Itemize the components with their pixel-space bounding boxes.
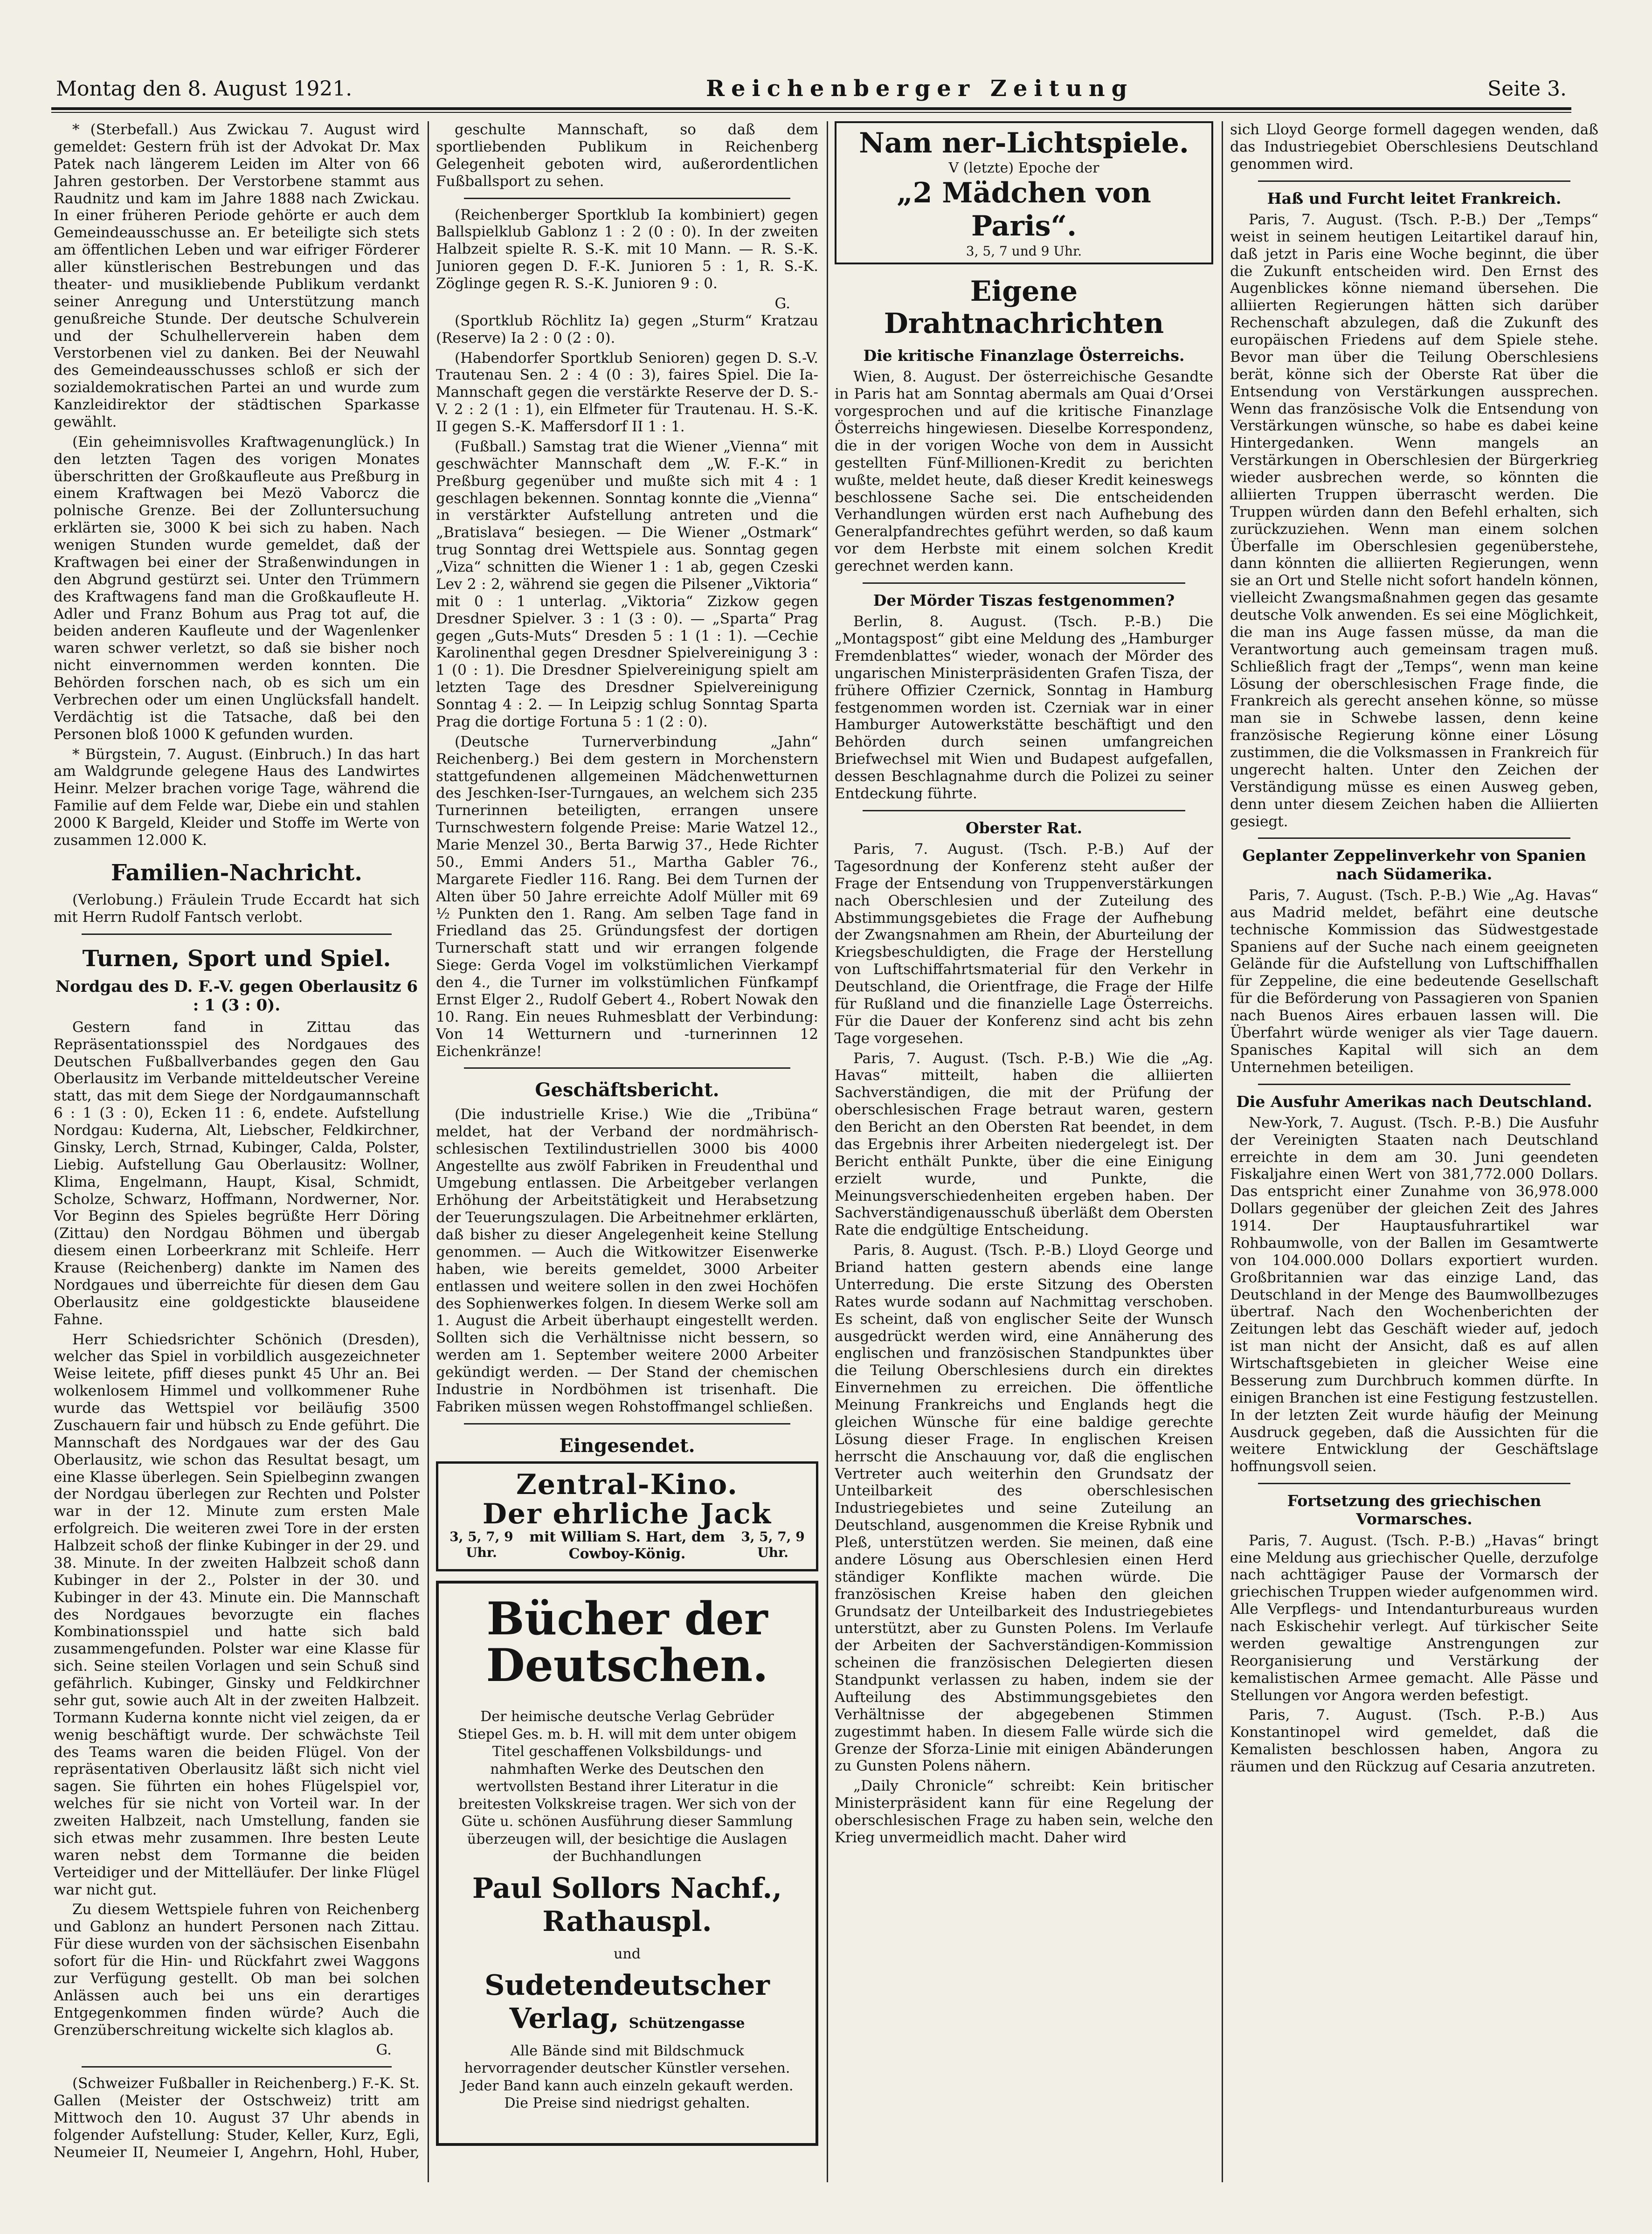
section-heading-sport: Turnen, Sport und Spiel. [82,945,391,972]
column-3 [835,121,1213,2178]
sport-roechlitz: (Sportklub Röchlitz Ia) gegen „Sturm“ Kratzau (Reserve) Ia 2 : 0 (2 : 0). [436,312,818,346]
ad-lichtspiele-times: 3, 5, 7 und 9 Uhr. [966,243,1082,259]
heading-tisza: Der Mörder Tiszas festgenommen? [873,591,1175,609]
section-heading-submitted: Eingesendet. [559,1434,695,1457]
separator [82,934,392,935]
ad-film-subtitle: mit William S. Hart, dem Cowboy-König. [529,1529,725,1562]
issue-date: Montag den 8. August 1921. [56,76,353,101]
news-daily-chronicle: „Daily Chronicle“ schreibt: Kein britischer Ministerpräsident kann für eine Regelung der oberschlesischen Frage zu haben sein, welche den Krieg unvermeidlich macht. Daher wird [835,1778,1213,1846]
ad-and: und [614,1945,641,1962]
ad-cinema-name: Zentral-Kino. [516,1468,738,1501]
separator [863,810,1185,811]
masthead [56,70,1567,107]
news-greek-advance-1: Paris, 7. August. (Tsch. P.-B.) „Havas“ bringt eine Meldung aus griechischer Quelle, derzufolge nach achttägiger Pause der Vormarsch der griechischen Truppen wieder aufgenommen wird. Alle Verpflegs- und Intendanturbureaus wurden nach Eskischehir verlegt. Auf türkischer Seite werden gewaltige Anstrengungen zur Reorganisierung und Verstärkung der kemalistischen Armee gemacht. Alle Pässe und Stellungen vor Angora werden befestigt. [1230,1532,1598,1704]
ad-zentral-kino [436,1461,818,1571]
column-4 [1230,121,1598,2178]
ad-showtimes-right: 3, 5, 7, 9 Uhr. [741,1529,805,1560]
spacer [456,1689,799,1708]
separator [1258,1483,1570,1484]
sport-report-2: Herr Schiedsrichter Schönich (Dresden), welcher das Spiel in vorbildlich ausgezeichneter Weise leitete, pfiff dieses punkt 45 Uhr an. Bei wolkenlosem Himmel und vollkommener Ruhe wurde das Wettspiel vor beiläufig 3500 Zuschauern fair und hübsch zu Ende geführt. Die Mannschaft des Nordgaues war der des Gau Oberlausitz, wie schon das Resultat besagt, um eine Klasse überlegen. Sein Spielbeginn zwangen der Nordgau überlegen zur Rechten und Polster war in der 12. Minute zum ersten Male erfolgreich. Die weiteren zwei Tore in der ersten Halbzeit schoß der flinke Kubinger in der 29. und 38. Minute. In der zweiten Halbzeit schoß dann Kubinger in der 2., Polster in der 30. und Kubinger in der 43. Minute ein. Die Mannschaft des Nordgaues bevorzugte ein flaches Kombinationsspiel und hatte sich bald zusammengefunden. Polster war eine Klasse für sich. Seine steilen Vorlagen und sein Schuß sind gefährlich. Kubinger, Ginsky und Feldkirchner sehr gut, sowie auch Alt in der zweiten Halbzeit. Tormann Kuderna konnte nicht viel zeigen, da er wenig beschäftigt wurde. Der schwächste Teil des Teams waren die beiden Flügel. Von der repräsentativen Oberlausitz läßt sich nicht viel sagen. Sie führten ein hohes Flügelspiel vor, welches für sie nicht von Vorteil war. In der zweiten Halbzeit, nach Umstellung, fanden sie sich etwas mehr zusammen. Ihre besten Leute waren nebst dem Tormanne die beiden Verteidiger und der Mittelläufer. Der linke Flügel war nicht gut. [54,1331,420,1898]
news-oberster-rat-2: Paris, 7. August. (Tsch. P.-B.) Wie die „Ag. Havas“ mitteilt, haben die alliierten Sachverständigen, die mit der Prüfung der oberschlesischen Frage betraut waren, gestern den Bericht an den Obersten Rat beendet, in dem das Ergebnis ihrer Arbeiten niedergelegt ist. Der Bericht enthält Punkte, über die eine Einigung erzielt wurde, und Punkte, die Meinungsverschiedenheiten ergeben haben. Der Sachverständigenausschuß überläßt dem Obersten Rate die endgültige Entscheidung. [835,1050,1213,1239]
news-export-america: New-York, 7. August. (Tsch. P.-B.) Die Ausfuhr der Vereinigten Staaten nach Deutschland erreichte in dem am 30. Juni geendeten Fiskaljahre einen Wert von 381,772.000 Dollars. Das entspricht einer Zunahme von 36,978.000 Dollars gegenüber der gleichen Zeit des Jahres 1914. Der Hauptausfuhrartikel war Rohbaumwolle, von der Ballen im Gesamtwerte von 104.000.000 Dollars exportiert wurden. Großbritannien war das einzige Land, das Deutschland in der Menge des Baumwollbezuges übertraf. Nach den Wochenberichten der Zeitungen lebt das Geschäft wieder auf, jedoch ist man nicht der Ansicht, daß es auf allen Wirtschaftsgebieten in gleicher Weise eine Besserung zum Durchbruch kommen dürfte. In einigen Branchen ist eine Festigung festzustellen. In der letzten Zeit wurde häufig der Meinung Ausdruck gegeben, daß die Aussichten für die weitere Entwicklung der Geschäftslage hoffnungsvoll seien. [1230,1114,1598,1475]
ad-lichtspiele-film: „2 Mädchen von Paris“. [897,177,1151,243]
signature: G. [376,2041,392,2059]
sport-report-1: Gestern fand in Zittau das Repräsentationsspiel des Nordgaues des Deutschen Fußballverbandes gegen den Gau Oberlausitz im Verbande mitteldeutscher Vereine statt, das mit dem Siege der Nordgaumannschaft 6 : 1 (3 : 0), Ecken 11 : 6, endete. Aufstellung Nordgau: Kuderna, Alt, Liebscher, Feldkirchner, Ginsky, Lerch, Strnad, Kubinger, Calda, Polster, Liebig. Aufstellung Gau Oberlausitz: Wollner, Klima, Engelmann, Haupt, Kisal, Schmidt, Scholze, Schwarz, Hoffmann, Nordwerner, Nor. Vor Beginn des Spieles begrüßte Herr Döring (Zittau) den Nordgau Böhmen und übergab diesem einen Lorbeerkranz mit Schleife. Herr Krause (Reichenberg) dankte im Namen des Nordgaues und überreichte für diesen dem Gau Oberlausitz eine goldgestickte blauseidene Fahne. [54,1018,420,1328]
spacer [456,2112,799,2131]
news-oberster-rat-1: Paris, 7. August. (Tsch. P.-B.) Auf der Tagesordnung der Konferenz steht außer der Frage der Entsendung von Truppenverstärkungen nach Oberschlesien und der Zuteilung des Abstimmungsgebietes die Frage der Aufhebung der Zwangsnahmen am Rhein, der Aburteilung der Kriegsbeschuldigten, die Frage der Herstellung von Luftschiffahrtsmaterial für den Verkehr in Deutschland, die Orientfrage, die Frage der Hilfe für Rußland und die finanzielle Lage Österreichs. Für die Dauer der Konferenz sind acht bis zehn Tage vorgesehen. [835,841,1213,1047]
news-finance-austria: Wien, 8. August. Der österreichische Gesandte in Paris hat am Sonntag abermals am Quai d’Orsei vorgesprochen und auf die kritische Finanzlage Österreichs hingewiesen. Dieselbe Korrespondenz, die in der vorigen Woche von dem in Aussicht gestellten Fünf-Millionen-Kredit zu berichten wußte, meldet heute, daß dieser Kredit keineswegs beschlossene Sache sei. Die entscheidenden Verhandlungen würden erst nach Aufhebung des Generalpfandrechtes geführt werden, so daß kaum vor dem Herbste mit einem solchen Kredit gerechnet werden kann. [835,368,1213,575]
heading-hass-furcht: Haß und Furcht leitet Frankreich. [1267,189,1562,207]
news-temps: Paris, 7. August. (Tsch. P.-B.) Der „Temps“ weist in seinem heutigen Leitartikel darauf hin, daß jetzt in Paris eine Woche beginnt, die über die Zukunft entscheiden wird. Den Ernst des Augenblickes könne niemand übersehen. Die alliierten Regierungen hätten sich darüber Rechenschaft abzulegen, daß die Zukunft des europäischen Friedens auf dem Spiele stehe. Bevor man über die Teilung Oberschlesiens berät, könne sich der Oberste Rat über die Entsendung von Verstärkungen aussprechen. Wenn das französische Volk die Entsendung von Verstärkungen wünsche, so habe es dabei keine Hintergedanken. Wenn mangels an Verstärkungen in Oberschlesien der Bürgerkrieg wieder ausbrechen werde, so könnten die alliierten Truppen überrascht werden. Die Truppen würden dann den Befehl erhalten, sich zurückzuziehen. Wenn man einem solchen Überfalle im Oberschlesien gegenüberstehe, dann könnten die alliierten Regierungen, wenn sie an Ort und Stelle nicht sofort handeln können, vielleicht Zwangsmaßnahmen gegen das gesamte deutsche Volk anwenden. Es sei eine Möglichkeit, die man ins Auge fassen müsse, da man die Verantwortung auch gemeinsam tragen muß. Schließlich fragt der „Temps“, wenn man keine Lösung der oberschlesischen Frage finde, die Frankreich als gerecht ansehen könne, so müsse man sie in Schwebe lassen, denn keine französische Regierung könne einer Lösung zustimmen, die die Volksmassen in Frankreich für ungerecht halten. Unter den Zeichen der Verständigung müsse es einen Ausweg geben, denn unter diesem Zeichen haben die Alliierten gesiegt. [1230,211,1598,830]
separator [464,1423,790,1425]
sport-turnerverbindung: (Deutsche Turnerverbindung „Jahn“ Reichenberg.) Bei dem gestern in Morchenstern stattgefundenen allgemeinen Mädchenwetturnen des Jeschken-Iser-Turngaues, an welchem sich 235 Turnerinnen beteiligten, errangen unsere Turnschwestern folgende Preise: Marie Watzel 12., Marie Menzel 30., Berta Barwig 37., Hede Richter 50., Emmi Anders 51., Martha Gabler 76., Margarete Fiedler 116. Rang. Bei dem Turnen der Alten über 50 Jahre erreichte Adolf Müller mit 69 ½ Punkten den 1. Rang. Am selben Tage fand in Friedland das 25. Gründungsfest der dortigen Turnerschaft statt und wir errangen folgende Siege: Gerda Vogel im volkstümlichen Vierkampf den 4., die Turner im volkstümlichen Fünfkampf Ernst Elger 2., Rudolf Gebert 4., Robert Nowak den 10. Rang. Ein neues Ruhmesblatt der Verbindung: Von 14 Wetturnern und -turnerinnen 12 Eichenkränze! [436,733,818,1060]
sport-report-swiss: (Schweizer Fußballer in Reichenberg.) F.-K. St. Gallen (Meister der Ostschweiz) tritt am Mittwoch den 10. August 37 Uhr abends in folgender Aufstellung: Studer, Keller, Kurz, Egli, Neumeier II, Neumeier I, Angehrn, Hohl, Huber, [54,2075,420,2161]
heading-export-america: Die Ausfuhr Amerikas nach Deutschland. [1236,1092,1592,1111]
sport-rsk: (Reichenberger Sportklub Ia kombiniert) gegen Ballspielklub Gablonz 1 : 2 (0 : 0). In der zweiten Halbzeit spielte R. S.-K. mit 10 Mann. — R. S.-K. Junioren gegen D. F.-K. Junioren 5 : 1, R. S.-K. Zöglinge gegen R. S.-K. Junioren 9 : 0. [436,206,818,292]
section-heading-business: Geschäftsbericht. [535,1079,719,1101]
ad-showtimes-left: 3, 5, 7, 9 Uhr. [449,1529,513,1560]
heading-finance-austria: Die kritische Finanzlage Österreichs. [863,346,1185,365]
news-continued: sich Lloyd George formell dagegen wenden, daß das Industriegebiet Oberschlesiens Deutschland genommen wird. [1230,121,1598,173]
ad-books-title: Bücher der Deutschen. [486,1592,768,1692]
column-rule [428,121,429,2182]
separator [1258,1084,1570,1085]
section-heading-wires: Eigene Drahtnachrichten [884,275,1164,340]
ad-shop-sollors: Paul Sollors Nachf., Rathauspl. [472,1872,782,1938]
separator [1258,180,1570,182]
news-greek-advance-2: Paris, 7. August. (Tsch. P.-B.) Aus Konstantinopel wird gemeldet, daß die Kemalisten beschlossen haben, Angora zu räumen und den Rückzug auf Cesaria anzutreten. [1230,1707,1598,1776]
sport-report-3: Zu diesem Wettspiele fuhren von Reichenberg und Gablonz an hundert Personen nach Zittau. Für diese wurden von der sächsischen Eisenbahn sofort für die Hin- und Rückfahrt zwei Waggons zur Verfügung gestellt. Ob man bei solchen Anlässen auch bei uns ein derartiges Entgegenkommen finden würde? Auch die Grenzüberschreitung wickelte sich klaglos ab. [54,1901,420,2039]
news-oberster-rat-3: Paris, 8. August. (Tsch. P.-B.) Lloyd George und Briand hatten gestern abends eine lange Unterredung. Die erste Sitzung des Obersten Rates wurde sodann auf Nachmittag verschoben. Es scheint, daß von englischer Seite der Wunsch ausgedrückt werden wird, eine Annäherung des englischen und französischen Standpunktes über die Teilung Oberschlesiens durch ein direktes Einvernehmen zu erreichen. Die öffentliche Meinung Frankreichs und Englands hegt die gleichen Wünsche für eine baldige gerechte Lösung dieser Frage. In englischen Kreisen herrscht die Anschauung vor, daß die englischen Vertreter auch weiterhin den Grundsatz der Unteilbarkeit des oberschlesischen Industriegebietes und seine Zuteilung an Deutschland, ausgenommen die Kreise Rybnik und Pleß, unterstützen werden. Sie meinen, daß eine andere Lösung aus Oberschlesien einen Herd ständiger Konflikte machen würde. Die französischen Kreise haben den gleichen Grundsatz der Unteilbarkeit des Industriegebietes unterstützt, aber zu Gunsten Polens. Im Verlaufe der Arbeiten der Sachverständigen-Kommission scheinen die französischen Delegierten diesen Standpunkt verlassen zu haben, indem sie der Aufteilung des Abstimmungsgebietes den Verhältnisse der abgegebenen Stimmen zugestimmt haben. In diesem Falle würde sich die Grenze der Sforza-Linie mit einigen Abänderungen zu Gunsten Polens nähern. [835,1242,1213,1775]
news-kraftwagenunglueck: (Ein geheimnisvolles Kraftwagenunglück.) In den letzten Tagen des vorigen Monates überschritten der Großkaufleute aus Preßburg in einem Kraftwagen bei Mezö Vaborcz die polnische Grenze. Bei der Zolluntersuchung erklärten sie, 3000 K bei sich zu haben. Nach wenigen Stunden wurde gemeldet, daß der Kraftwagen bei einer der Straßenwindungen in den Abgrund gestürzt sei. Unter den Trümmern des Kraftwagens fand man die Großkaufleute H. Adler und Franz Bohum aus Prag tot auf, die beiden anderen Kaufleute und der Wagenlenker waren schwer verletzt, so daß sie bisher noch nicht einvernommen werden konnten. Die Behörden forschen nach, ob es sich um ein Verbrechen oder um einen Unglücksfall handelt. Verdächtig ist die Tatsache, daß bei den Personen bloß 1000 K gefunden wurden. [54,433,420,743]
separator [863,582,1185,584]
separator [464,1067,790,1069]
ad-lichtspiele [835,121,1213,264]
ad-books-body: Der heimische deutsche Verlag Gebrüder Stiepel Ges. m. b. H. will mit dem unter obigem Titel geschaffenen Volksbildungs- und nahmhaften Werke des Deutschen den wertvollsten Bestand ihrer Literatur in die breitesten Volkskreise tragen. Wer sich von der Güte u. schönen Ausführung dieser Sammlung überzeugen will, der besichtige die Auslagen der Buchhandlungen [457,1708,797,1865]
news-sterbefall: * (Sterbefall.) Aus Zwickau 7. August wird gemeldet: Gestern früh ist der Advokat Dr. Max Patek nach längerem Leiden im Alter von 66 Jahren gestorben. Der Verstorbene stammt aus Raudnitz und kam im Jahre 1888 nach Zwickau. In einer früheren Periode gehörte er auch dem Gemeindeausschusse an. Er beteiligte sich stets am öffentlichen Leben und war eifriger Förderer aller künstlerischen Bestrebungen und das theater- und musikliebende Publikum verdankt seiner Anregung und Unterstützung manch genußreiche Stunde. Der deutsche Schulverein und der Schulhellerverein haben dem Verstorbenen viel zu danken. Bei der Neuwahl des Gemeindeausschusses schloß er sich der sozialdemokratischen Partei an und wurde zum Kanzleidirektor der städtischen Sparkasse gewählt. [54,121,420,430]
column-2 [436,121,818,2178]
separator [1258,837,1570,839]
sport-habendorf: (Habendorfer Sportklub Senioren) gegen D. S.-V. Trautenau Sen. 2 : 4 (0 : 3), faires Spiel. Die Ia-Mannschaft gegen die verstärkte Reserve der D. S.-V. 2 : 2 (1 : 1), ein Elfmeter für Trautenau. H. S.-K. II gegen S.-K. Maffersdorf II 1 : 1. [436,349,818,435]
ad-lichtspiele-name: Nam ner-Lichtspiele. [859,127,1189,159]
heading-oberster-rat: Oberster Rat. [965,818,1083,837]
news-buergstein: * Bürgstein, 7. August. (Einbruch.) In das hart am Waldgrunde gelegene Haus des Landwirtes Heinr. Melzer brachen vorige Tage, während die Familie auf dem Felde war, Diebe ein und stahlen 2000 K Bargeld, Kleider und Stoffe im Werte von zusammen 12.000 K. [54,746,420,849]
ad-showtimes [447,1529,808,1562]
ad-lichtspiele-episode: V (letzte) Epoche der [948,160,1099,177]
sport-fussball: (Fußball.) Samstag trat die Wiener „Vienna“ mit geschwächter Mannschaft dem „W. F.-K.“ in Preßburg gegenüber und mußte sich mit 4 : 1 geschlagen bekennen. Sonntag konnte die „Vienna“ in verstärkter Aufstellung antreten und die „Bratislava“ besiegen. — Die Wiener „Ostmark“ trug Sonntag drei Wettspiele aus. Sonntag gegen „Viza“ schnitten die Wiener 1 : 1 ab, gegen Czeski Lev 2 : 2, während sie gegen die Pilsener „Viktoria“ mit 0 : 1 unterlag. „Viktoria“ Zizkow gegen Dresdner Spielver. 3 : 1 (3 : 0). — „Sparta“ Prag gegen „Guts-Muts“ Dresden 5 : 1 (1 : 1). —Cechie Karolinenthal gegen Dresdner Spielvereinigung 3 : 1 (0 : 1). Die Dresdner Spielvereinigung spielt am letzten Tage des Dresdner Spielvereinigung Sonntag 4 : 2. — In Leipzig schlug Sonntag Sparta Prag die dortige Fortuna 5 : 1 (2 : 0). [436,438,818,730]
newspaper-title: Reichenberger Zeitung [706,76,1134,102]
section-heading-family: Familien-Nachricht. [111,859,363,886]
ad-buecher-der-deutschen [436,1581,818,2146]
heading-zeppelin: Geplanter Zeppelinverkehr von Spanien nach Südamerika. [1242,846,1586,883]
separator [82,2066,392,2068]
separator [464,198,790,199]
sport-continued: geschulte Mannschaft, so daß dem sportliebenden Publikum in Reichenberg Gelegenheit geboten wird, außerordentlichen Fußballsport zu sehen. [436,121,818,190]
business-report: (Die industrielle Krise.) Wie die „Tribüna“ meldet, hat der Verband der nordmährisch-schlesischen Textilindustriellen 3000 bis 4000 Angestellte aus zwölf Fabriken in Freudenthal und Umgebung entlassen. Die Arbeitgeber verlangen Erhöhung der Arbeitstätigkeit und Herabsetzung der Teuerungszulagen. Die Arbeitnehmer erklärten, daß bisher zu dieser Angelegenheit keine Stellung genommen. — Auch die Witkowitzer Eisenwerke haben, wie bereits gemeldet, 3000 Arbeiter entlassen und weitere sollen in den zwei Hochöfen des Sophienwerkes folgen. In diesem Werke soll am 1. August die Arbeit überhaupt eingestellt werden. Sollten sich die Verhältnisse nicht bessern, so werden am 1. September weitere 2000 Arbeiter gekündigt werden. — Der Stand der chemischen Industrie in Nordböhmen ist trisenhaft. Die Fabriken müssen wegen Rohstoffmangel schließen. [436,1106,818,1415]
signature: G. [774,295,790,312]
news-verlobung: (Verlobung.) Fräulein Trude Eccardt hat sich mit Herrn Rudolf Fantsch verlobt. [54,891,420,926]
ad-books-footer: Alle Bände sind mit Bildschmuck hervorragender deutscher Künstler versehen. Jeder Band kann auch einzeln gekauft werden. Die Preise sind niedrigst gehalten. [461,2042,794,2112]
ad-film-title: Der ehrliche Jack [482,1498,772,1531]
column-rule [827,121,828,2182]
ad-shop-sudeten [456,1969,799,2036]
news-zeppelin: Paris, 7. August. (Tsch. P.-B.) Wie „Ag. Havas“ aus Madrid meldet, befährt eine deutsche technische Kommission das Südwestgestade Spaniens auf der Suche nach einem geeigneten Gelände für die Aufstellung von Luftschiffhallen für Zeppeline, die eine bedeutende Gesellschaft für die Beförderung von Passagieren von Spanien nach Buenos Aires erbauen lassen will. Die Überfahrt würde weniger als vier Tage dauern. Spanisches Kapital will sich an dem Unternehmen beteiligen. [1230,886,1598,1076]
ad-shop-sudeten-name: Sudetendeutscher Verlag, [484,1969,770,2035]
sport-subheading: Nordgau des D. F.-V. gegen Oberlausitz 6 : 1 (3 : 0). [55,977,418,1015]
ad-shop-sudeten-address: Schützengasse [629,2015,745,2032]
column-1 [54,121,420,2178]
column-rule [1222,121,1223,2182]
heading-greek-advance: Fortsetzung des griechischen Vormarsches. [1287,1492,1541,1529]
masthead-rule [51,107,1571,113]
news-tisza: Berlin, 8. August. (Tsch. P.-B.) Die „Montagspost“ gibt eine Meldung des „Hamburger Fremdenblattes“ wieder, wonach der Mörder des ungarischen Ministerpräsidenten Grafen Tisza, der frühere Offizier Czernick, Sonntag in Hamburg festgenommen worden ist. Czerniak war in einer Hamburger Autowerkstätte beschäftigt und den Behörden durch seinen umfangreichen Briefwechsel mit Wien und Budapest aufgefallen, dessen Beschlagnahme durch die Polizei zu seiner Entdeckung führte. [835,613,1213,802]
page-number: Seite 3. [1487,76,1567,101]
